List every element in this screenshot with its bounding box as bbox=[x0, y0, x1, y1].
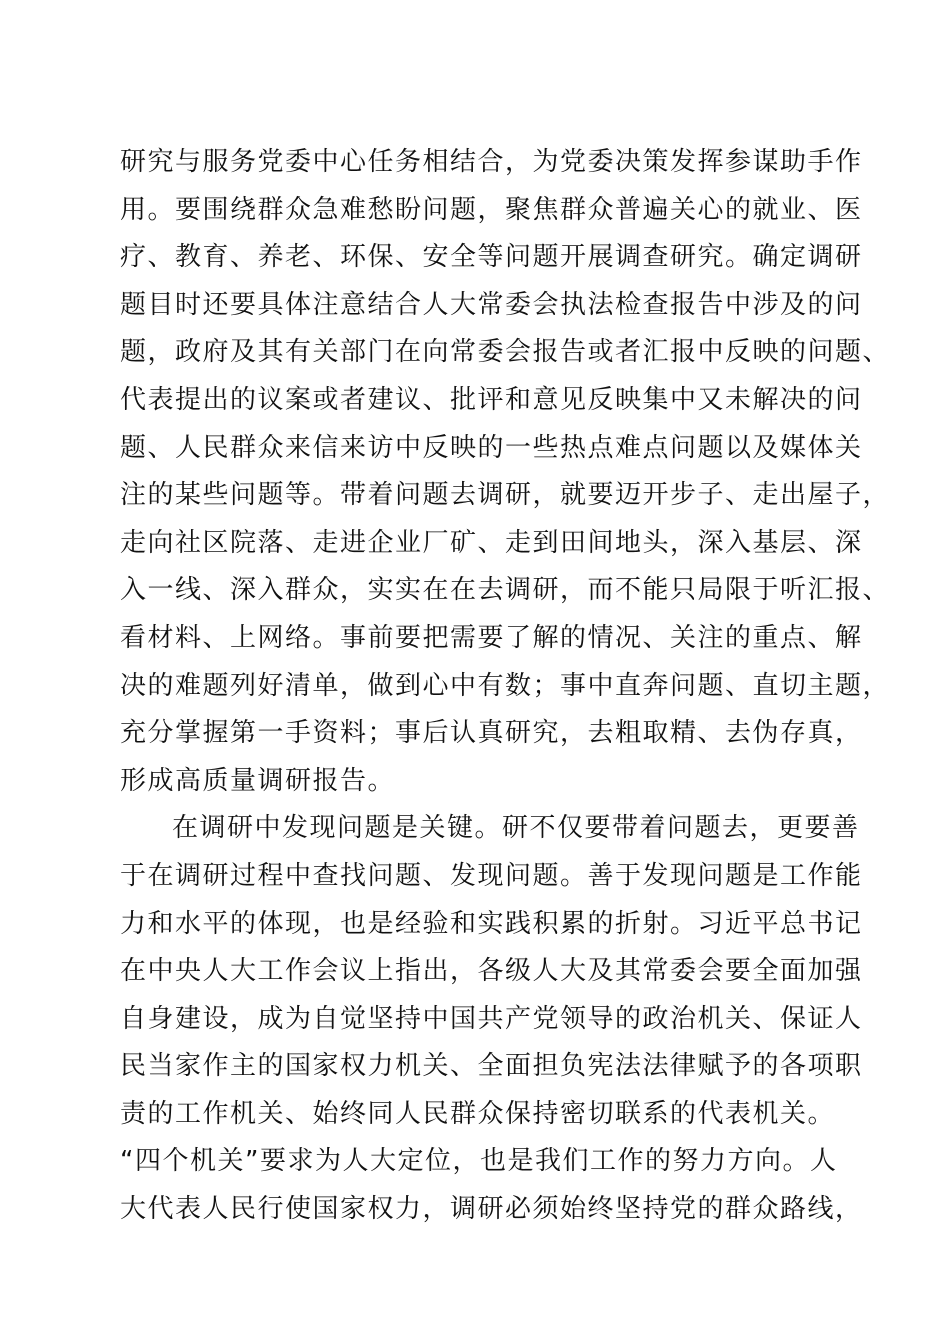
text-line: 决的难题列好清单，做到心中有数；事中直奔问题、直切主题， bbox=[120, 670, 891, 701]
paragraph-start-line: 在调研中发现问题是关键。研不仅要带着问题去，更要善 bbox=[172, 813, 860, 844]
document-body bbox=[120, 139, 891, 1234]
text-line: 研究与服务党委中心任务相结合，为党委决策发挥参谋助手作 bbox=[120, 147, 863, 177]
text-line: 责的工作机关、始终同人民群众保持密切联系的代表机关。 bbox=[120, 1098, 836, 1129]
text-line: 民当家作主的国家权力机关、全面担负宪法法律赋予的各项职 bbox=[120, 1051, 863, 1082]
text-line: 走向社区院落、走进企业厂矿、走到田间地头，深入基层、深 bbox=[120, 527, 863, 558]
text-line: “四个机关”要求为人大定位，也是我们工作的努力方向。人 bbox=[120, 1146, 838, 1177]
text-line: 用。要围绕群众急难愁盼问题，聚焦群众普遍关心的就业、医 bbox=[120, 194, 863, 225]
text-line: 自身建设，成为自觉坚持中国共产党领导的政治机关、保证人 bbox=[120, 1003, 863, 1034]
text-line: 题目时还要具体注意结合人大常委会执法检查报告中涉及的问 bbox=[120, 289, 863, 320]
text-line: 力和水平的体现，也是经验和实践积累的折射。习近平总书记 bbox=[120, 908, 863, 939]
text-line: 看材料、上网络。事前要把需要了解的情况、关注的重点、解 bbox=[120, 622, 863, 653]
text-line: 于在调研过程中查找问题、发现问题。善于发现问题是工作能 bbox=[120, 860, 863, 891]
text-line: 形成高质量调研报告。 bbox=[120, 765, 396, 796]
text-line: 题、人民群众来信来访中反映的一些热点难点问题以及媒体关 bbox=[120, 432, 863, 463]
text-line: 充分掌握第一手资料；事后认真研究，去粗取精、去伪存真， bbox=[120, 718, 863, 749]
text-line: 注的某些问题等。带着问题去调研，就要迈开步子、走出屋子， bbox=[120, 480, 891, 511]
text-line: 代表提出的议案或者建议、批评和意见反映集中又未解决的问 bbox=[120, 384, 863, 415]
text-line: 题，政府及其有关部门在向常委会报告或者汇报中反映的问题、 bbox=[120, 337, 891, 368]
text-line: 在中央人大工作会议上指出，各级人大及其常委会要全面加强 bbox=[120, 956, 863, 987]
text-line: 大代表人民行使国家权力，调研必须始终坚持党的群众路线， bbox=[120, 1194, 863, 1225]
text-line: 疗、教育、养老、环保、安全等问题开展调查研究。确定调研 bbox=[120, 242, 863, 273]
text-line: 入一线、深入群众，实实在在去调研，而不能只局限于听汇报、 bbox=[120, 575, 891, 606]
